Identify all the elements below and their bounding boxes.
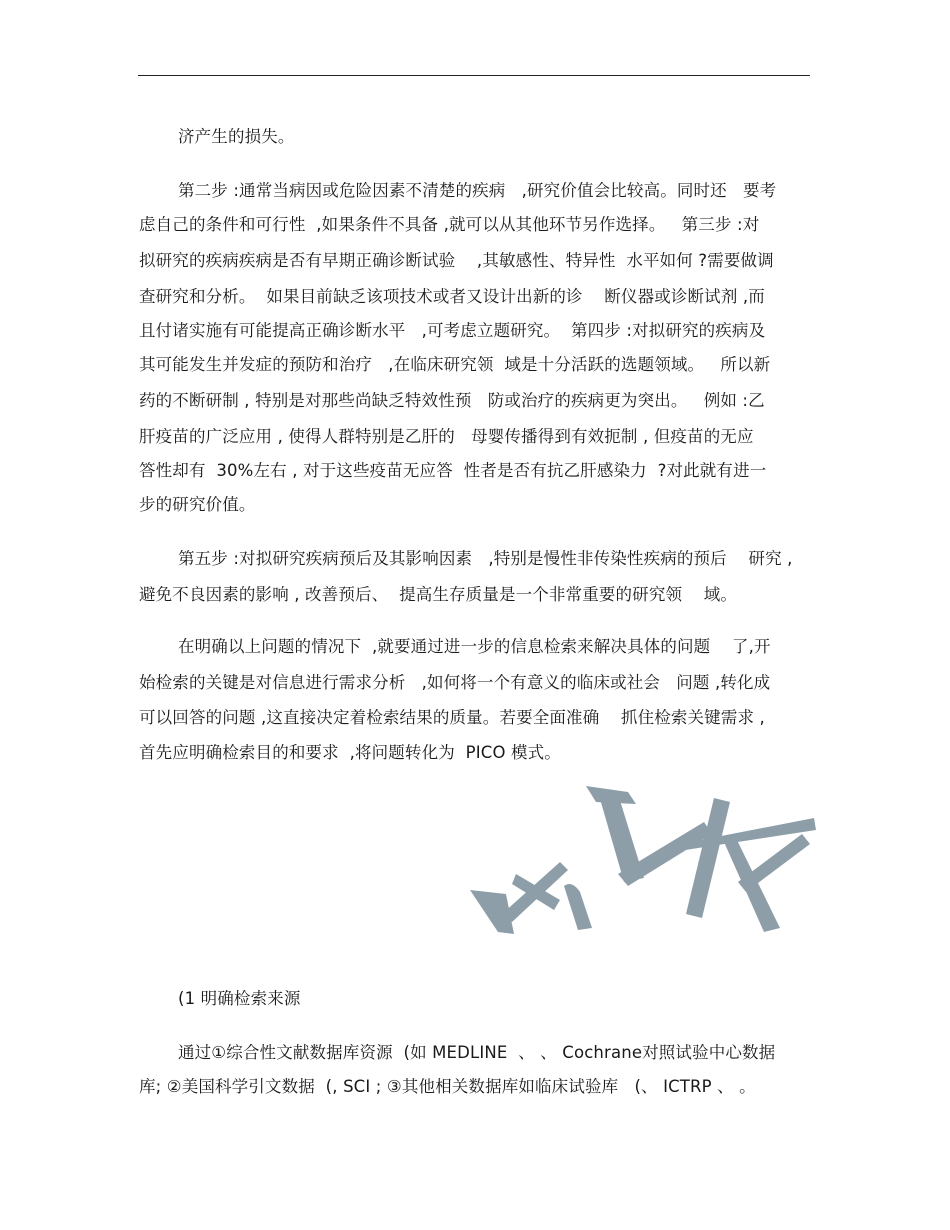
text-line: 在明确以上问题的情况下 ,就要通过进一步的信息检索来解决具体的问题 了,开 bbox=[178, 637, 771, 656]
text-line: 始检索的关键是对信息进行需求分析 ,如何将一个有意义的临床或社会 问题 ,转化成 bbox=[139, 673, 771, 692]
text-line: 第二步 :通常当病因或危险因素不清楚的疾病 ,研究价值会比较高。同时还 要考 bbox=[178, 181, 777, 200]
text-line: 且付诸实施有可能提高正确诊断水平 ,可考虑立题研究。 第四步 :对拟研究的疾病及 bbox=[139, 321, 766, 340]
text-line: 虑自己的条件和可行性 ,如果条件不具备 ,就可以从其他环节另作选择。 第三步 :对 bbox=[139, 215, 760, 234]
text-line: 避免不良因素的影响 , 改善预后、 提高生存质量是一个非常重要的研究领 域。 bbox=[139, 585, 738, 604]
text-line: 其可能发生并发症的预防和治疗 ,在临床研究领 域是十分活跃的选题领域。 所以新 bbox=[139, 355, 771, 374]
text-line: 肝疫苗的广泛应用 , 使得人群特别是乙肝的 母婴传播得到有效扼制 , 但疫苗的无应 bbox=[139, 427, 754, 446]
text-line: (1 明确检索来源 bbox=[178, 989, 301, 1008]
text-line: 答性却有 30%左右 , 对于这些疫苗无应答 性者是否有抗乙肝感染力 ?对此就有进一 bbox=[139, 461, 767, 480]
text-line: 拟研究的疾病疾病是否有早期正确诊断试验 ,其敏感性、特异性 水平如何 ?需要做调 bbox=[139, 251, 774, 270]
text-line: 济产生的损失。 bbox=[178, 127, 295, 146]
text-line: 首先应明确检索目的和要求 ,将问题转化为 PICO 模式。 bbox=[139, 743, 561, 762]
text-line: 步的研究价值。 bbox=[139, 495, 256, 514]
watermark-stamp bbox=[468, 782, 818, 937]
text-line: 可以回答的问题 ,这直接决定着检索结果的质量。若要全面准确 抓住检索关键需求 , bbox=[139, 708, 765, 727]
header-rule bbox=[138, 75, 810, 76]
text-line: 通过①综合性文献数据库资源 (如 MEDLINE 、 、 Cochrane对照试验中心数据 bbox=[178, 1043, 776, 1062]
text-line: 第五步 :对拟研究疾病预后及其影响因素 ,特别是慢性非传染性疾病的预后 研究 , bbox=[178, 549, 793, 568]
text-line: 库; ②美国科学引文数据 (, SCI ; ③其他相关数据库如临床试验库 (、 ICTRP 、 。 bbox=[139, 1077, 756, 1096]
text-line: 药的不断研制 , 特别是对那些尚缺乏特效性预 防或治疗的疾病更为突出。 例如 :乙 bbox=[139, 391, 765, 410]
text-line: 查研究和分析。 如果目前缺乏该项技术或者又设计出新的诊 断仪器或诊断试剂 ,而 bbox=[139, 287, 765, 306]
